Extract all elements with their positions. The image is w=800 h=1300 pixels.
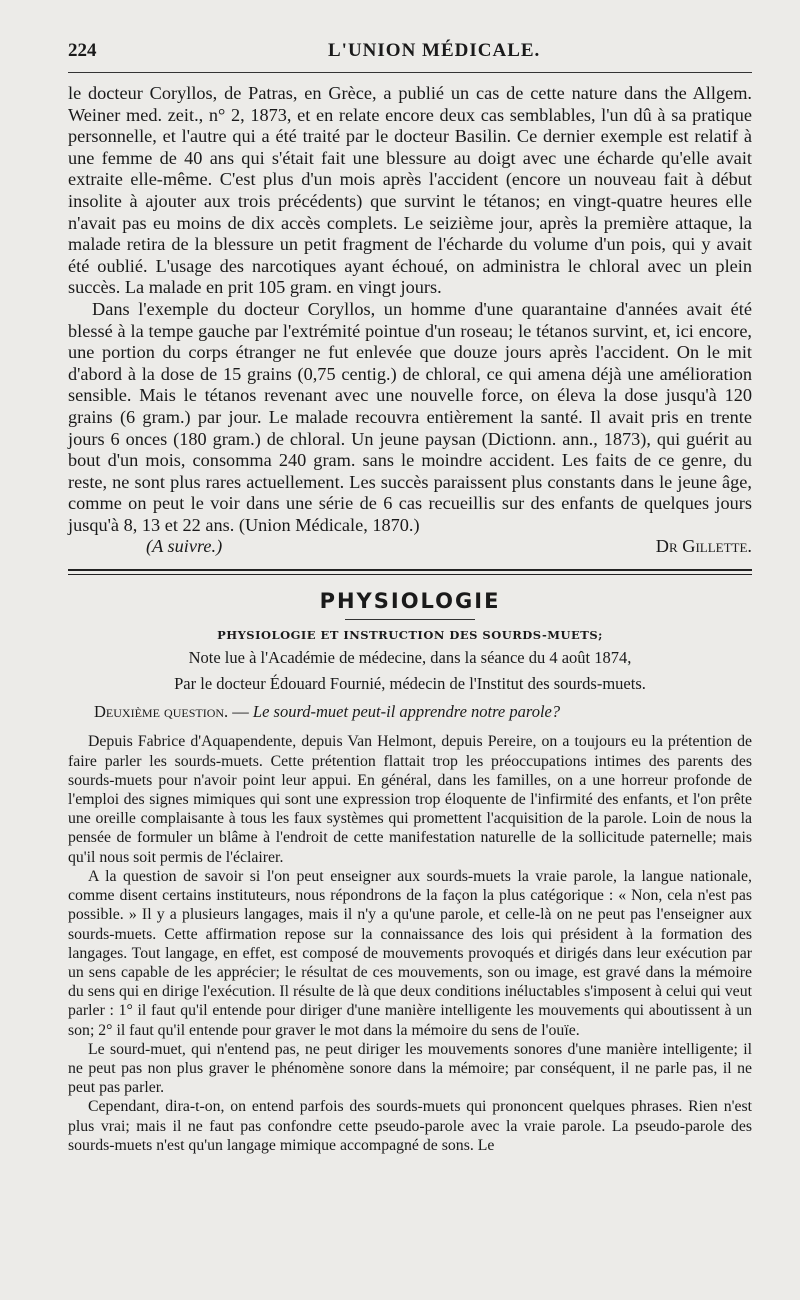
paragraph: Depuis Fabrice d'Aquapendente, depuis Van Helmont, depuis Pereire, on a toujours eu la prétention de faire parler les sourds-muets. Cette prétention flattait trop les préoccupations intimes des parents des sourds-muets pour n'avoir point leur appui. En général, dans les familles, on a une horreur profonde de l'emploi des signes mimiques qui sont une expression trop éloquente de l'infirmité des enfants, et l'on prête une oreille complaisante à tous les faux systèmes qui promettent l'acquisition de la parole. Loin de nous la pensée de formuler un blâme à l'endroit de cette manifestation naturelle de la sollicitude paternelle; mais qu'il nous soit permis de l'éclairer. <box>68 733 752 866</box>
section-subtitle: PHYSIOLOGIE ET INSTRUCTION DES SOURDS-MUETS; <box>217 628 603 643</box>
page-number: 224 <box>68 40 97 61</box>
reading-note: Note lue à l'Académie de médecine, dans la séance du 4 août 1874, <box>188 648 632 668</box>
signature: Dr Gillette. <box>655 536 752 557</box>
paragraph: A la question de savoir si l'on peut enseigner aux sourds-muets la vraie parole, la langue nationale, comme disent certains instituteurs, nous répondrons de la façon la plus catégorique : « Non, cela n'est pas possible. » Il y a plusieurs langages, mais il n'y a qu'une parole, et celle-là on ne peut pas l'enseigner aux sourds-muets. Cette affirmation repose sur la connaissance des lois qui président à la formation des langages. Tout langage, en effet, est composé de mouvements provoqués et dirigés dans leur exécution par un sens capable de les apprécier; le résultat de ces mouvements, son ou image, est gravé dans la mémoire du sens qui en dirige l'exécution. Il résulte de là que deux conditions inéluctables s'imposent à celui qui veut parler : 1° il faut qu'il entende pour diriger d'une manière intelligente les mouvements qui aboutissent à un son; 2° il faut qu'il entende pour graver le mot dans la mémoire du sens de l'ouïe. <box>68 867 752 1039</box>
author-line: Par le docteur Édouard Fournié, médecin de l'Institut des sourds-muets. <box>174 674 646 694</box>
paragraph: Cependant, dira-t-on, on entend parfois des sourds-muets qui prononcent quelques phrases. Rien n'est plus vrai; mais il ne faut pas confondre cette pseudo-parole avec la vraie parole. La pseudo-parole des sourds-muets n'est qu'un langage mimique accompagné de sons. Le <box>68 1098 752 1154</box>
page-header <box>68 40 752 62</box>
title-rule <box>345 619 475 620</box>
paragraph: Le sourd-muet, qui n'entend pas, ne peut diriger les mouvements sonores d'une manière intelligente; il ne peut pas non plus graver le phénomène sonore dans la mémoire; par conséquent, il ne parle pas, il ne peut pas parler. <box>68 1040 752 1097</box>
question-dash: — <box>228 702 253 722</box>
to-be-continued: (A suivre.) <box>146 536 223 557</box>
paragraph: Dans l'exemple du docteur Coryllos, un homme d'une quarantaine d'années avait été blessé à la tempe gauche par l'extrémité pointue d'un roseau; le tétanos survint, et, ici encore, une portion du corps étranger ne fut enlevée que douze jours après l'accident. On le mit d'abord à la dose de 15 grains (0,75 centig.) de chloral, ce qui amena déjà une amélioration sensible. Mais le tétanos revenant avec une nouvelle force, on éleva la dose jusqu'à 120 grains (6 gram.) par jour. Le malade recouvra entièrement la santé. Il avait pris en trente jours 6 onces (180 gram.) de chloral. Un jeune paysan (Dictionn. ann., 1873), qui guérit au bout d'un mois, consomma 240 gram. sans le moindre accident. Les faits de ce genre, du reste, ne sont plus rares actuellement. Les succès paraissent plus constants dans le jeune âge, comme on peut le voir dans une série de 6 cas recueillis sur des enfants de quelques jours jusqu'à 8, 13 et 22 ans. (Union Médicale, 1870.) <box>68 298 752 535</box>
article-body <box>68 732 752 1154</box>
question-text: Le sourd-muet peut-il apprendre notre parole? <box>252 702 561 722</box>
section-title: PHYSIOLOGIE <box>319 589 501 614</box>
running-title: L'UNION MÉDICALE. <box>328 40 541 61</box>
section-divider <box>68 569 752 575</box>
question-heading <box>68 702 752 722</box>
article-continuation <box>68 83 752 536</box>
signature-row <box>68 536 752 557</box>
header-rule <box>68 72 752 73</box>
question-label: Deuxième question. <box>94 702 229 722</box>
paragraph: le docteur Coryllos, de Patras, en Grèce, a publié un cas de cette nature dans the Allgem. Weiner med. zeit., n° 2, 1873, et en relate encore deux cas semblables, l'un dû à sa pratique personnelle, et l'autre qui a été traité par le docteur Basilin. Ce dernier exemple est relatif à une femme de 40 ans qui s'était fait une blessure au doigt avec une écharde qu'elle avait extraite elle-même. C'est plus d'un mois après l'accident (encore un nouveau fait à début insolite à ajouter aux trois précédents) que survint le tétanos; en vingt-quatre heures elle n'avait pas eu moins de dix accès complets. Le seizième jour, après la première attaque, la malade retira de la blessure un petit fragment de l'écharde du volume d'un pois, qui y avait été oublié. L'usage des narcotiques ayant échoué, on administra le chloral avec un plein succès. La malade en prit 105 gram. en vingt jours. <box>68 83 752 298</box>
